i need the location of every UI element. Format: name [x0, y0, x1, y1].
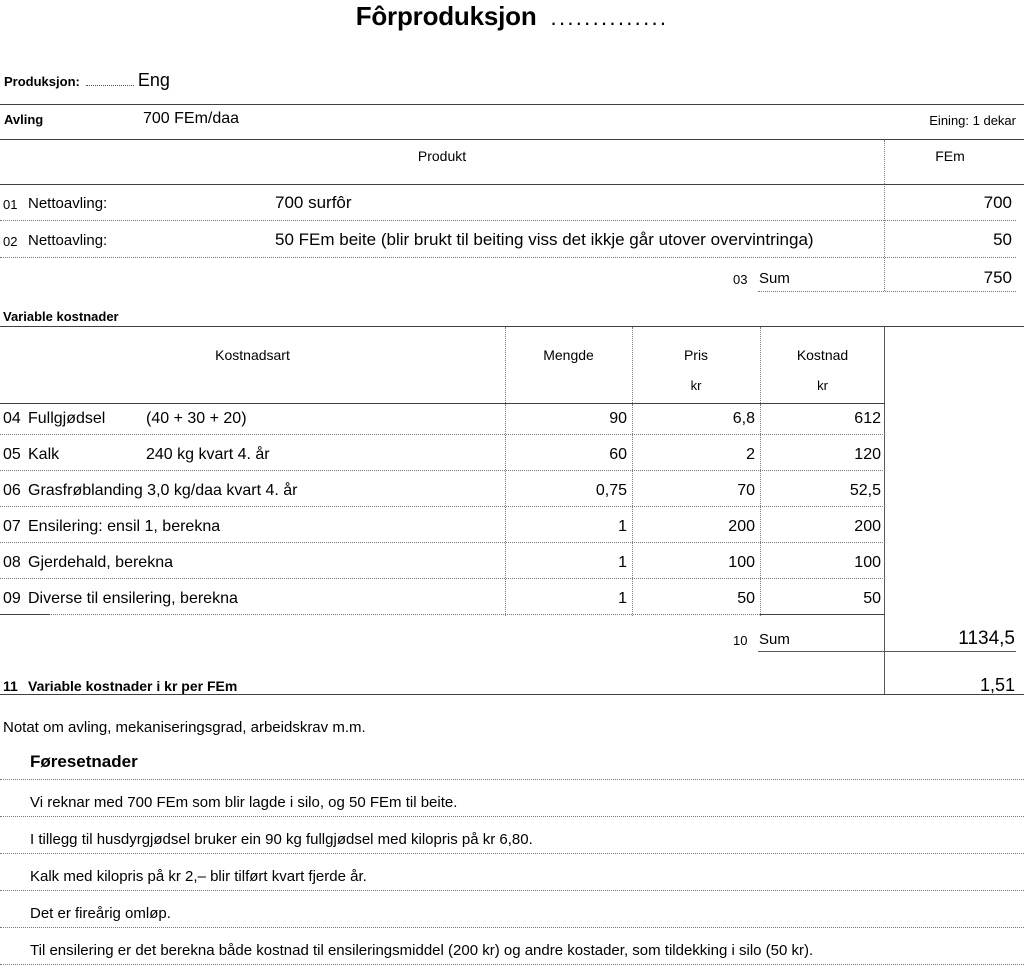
document-title-row [0, 0, 1024, 40]
kost-header-divider-1 [505, 327, 506, 403]
column-header-pris-unit: kr [690, 378, 702, 393]
note-separator [0, 853, 1024, 854]
row-pris: 6,8 [732, 410, 755, 427]
note-line: Vi reknar med 700 FEm som blir lagde i silo, og 50 FEm til beite. [30, 794, 458, 811]
per-fem-underline [0, 694, 1024, 695]
note-line: Til ensilering er det berekna både kostnad til ensileringsmiddel (200 kr) og andre kostader, som tildekking i silo (50 kr). [30, 942, 814, 959]
kost-table-bottom-rule [0, 614, 50, 615]
column-header-fem: FEm [935, 148, 965, 164]
row-number: 05 [3, 446, 21, 463]
row-fem-value: 50 [993, 230, 1012, 249]
kost-header-divider-2 [632, 327, 633, 403]
notat-label: Notat om avling, mekaniseringsgrad, arbeidskrav m.m. [3, 719, 366, 736]
kost-header-divider-3 [760, 327, 761, 403]
kost-column-divider-2 [632, 404, 633, 616]
note-line: I tillegg til husdyrgjødsel bruker ein 90 kg fullgjødsel med kilopris på kr 6,80. [30, 831, 533, 848]
column-header-kostnad: Kostnad [796, 347, 849, 363]
avling-row [0, 112, 1024, 138]
row-pris: 2 [746, 446, 755, 463]
produksjon-dotted-leader [86, 75, 134, 86]
table-row [0, 230, 1024, 265]
row-kostnad: 612 [854, 410, 881, 427]
table-row [0, 589, 1024, 625]
produksjon-value: Eng [137, 70, 170, 90]
column-header-kostnad-unit: kr [817, 378, 828, 393]
sum-label: Sum [759, 631, 790, 648]
row-kostnadsart: Gjerdehald, berekna [28, 554, 173, 571]
row-number: 02 [3, 234, 18, 249]
kost-table-bottom-rule-right [760, 614, 885, 615]
avling-header-bottom-rule [0, 184, 1024, 185]
row-fem-value: 700 [983, 193, 1012, 212]
row-kind-label: Nettoavling: [28, 195, 108, 212]
sum-value: 750 [983, 268, 1012, 287]
avling-table-header [0, 148, 1024, 178]
kost-column-divider-1 [505, 404, 506, 616]
kost-header-bottom-rule [0, 403, 885, 404]
kost-column-divider-3 [760, 404, 761, 616]
note-separator [0, 890, 1024, 891]
row-kostnadsart: Diverse til ensilering, berekna [28, 590, 238, 607]
row-number: 08 [3, 554, 21, 571]
row-kostnad: 200 [854, 518, 881, 535]
sum-label: Sum [759, 270, 790, 287]
row-pris: 200 [728, 518, 755, 535]
note-line: Det er fireårig omløp. [30, 905, 171, 922]
sum-row-number: 10 [733, 633, 748, 648]
avling-sum-row [0, 268, 1024, 298]
row-kostnad: 100 [854, 554, 881, 571]
row-separator [0, 434, 885, 435]
row-kostnadsart: Ensilering: ensil 1, berekna [28, 518, 221, 535]
sum-row-number: 03 [733, 272, 748, 287]
row-produkt: 700 surfôr [275, 193, 352, 212]
row-kostnadsart-detail: (40 + 30 + 20) [146, 410, 247, 427]
row-separator [0, 578, 885, 579]
row-separator [0, 542, 885, 543]
produksjon-label: Produksjon: [4, 74, 80, 89]
avling-value: 700 FEm/daa [143, 110, 240, 127]
row-mengde: 60 [609, 446, 627, 463]
table-row [0, 517, 1024, 553]
per-fem-row-number: 11 [3, 678, 18, 694]
avling-label: Avling [4, 112, 44, 127]
produksjon-row [4, 70, 170, 91]
variable-kostnader-heading: Variable kostnader [3, 309, 119, 324]
variable-kostnader-per-fem-row [0, 676, 1024, 706]
row-mengde: 1 [618, 590, 627, 607]
row-number: 04 [3, 410, 21, 427]
row-kostnad: 50 [863, 590, 881, 607]
row-mengde: 1 [618, 554, 627, 571]
row-separator [0, 470, 885, 471]
note-separator [0, 964, 1024, 965]
row-number: 06 [3, 482, 21, 499]
row-number: 07 [3, 518, 21, 535]
row-kostnad: 120 [854, 446, 881, 463]
title-dotted-leader: .............. [550, 5, 669, 30]
row-kind-label: Nettoavling: [28, 232, 108, 249]
row-mengde: 90 [609, 410, 627, 427]
row-kostnad: 52,5 [849, 482, 881, 499]
note-separator [0, 816, 1024, 817]
column-header-produkt: Produkt [417, 148, 467, 164]
per-fem-value: 1,51 [979, 675, 1015, 695]
page-title: Fôrproduksjon [355, 1, 537, 31]
column-header-pris: Pris [683, 347, 709, 363]
table-row [0, 193, 1024, 228]
row-pris: 100 [728, 554, 755, 571]
eining-label: Eining: 1 dekar [929, 113, 1016, 128]
sum-value: 1134,5 [958, 628, 1015, 649]
avling-bottom-rule [0, 139, 1024, 140]
row-mengde: 0,75 [595, 482, 627, 499]
column-header-kostnadsart: Kostnadsart [215, 347, 290, 363]
note-line: Kalk med kilopris på kr 2,– blir tilført kvart fjerde år. [30, 868, 367, 885]
table-row [0, 445, 1024, 481]
foresetnader-separator [0, 779, 1024, 780]
foresetnader-heading: Føresetnader [30, 752, 138, 771]
row-separator [0, 220, 1016, 221]
avling-sum-underline [758, 291, 1016, 292]
row-mengde: 1 [618, 518, 627, 535]
row-separator [0, 257, 1016, 258]
table-row [0, 409, 1024, 445]
row-kostnadsart: Fullgjødsel [28, 410, 106, 427]
variable-kostnader-heading-rule [0, 326, 1024, 327]
row-pris: 50 [737, 590, 755, 607]
table-row [0, 553, 1024, 589]
row-kostnadsart: Grasfrøblanding 3,0 kg/daa kvart 4. år [28, 482, 298, 499]
note-separator [0, 927, 1024, 928]
kost-sum-underline [758, 651, 1016, 652]
row-number: 09 [3, 590, 21, 607]
avling-top-rule [0, 104, 1024, 105]
kost-sum-row [0, 628, 1024, 658]
row-separator [0, 506, 885, 507]
row-number: 01 [3, 197, 18, 212]
row-separator [0, 614, 760, 615]
avling-header-divider [884, 140, 885, 184]
per-fem-label: Variable kostnader i kr per FEm [28, 678, 238, 694]
column-header-mengde: Mengde [543, 347, 594, 363]
table-row [0, 481, 1024, 517]
row-kostnadsart: Kalk [28, 446, 60, 463]
row-pris: 70 [737, 482, 755, 499]
row-kostnadsart-detail: 240 kg kvart 4. år [146, 446, 270, 463]
row-produkt: 50 FEm beite (blir brukt til beiting viss det ikkje går utover overvintringa) [275, 230, 814, 249]
